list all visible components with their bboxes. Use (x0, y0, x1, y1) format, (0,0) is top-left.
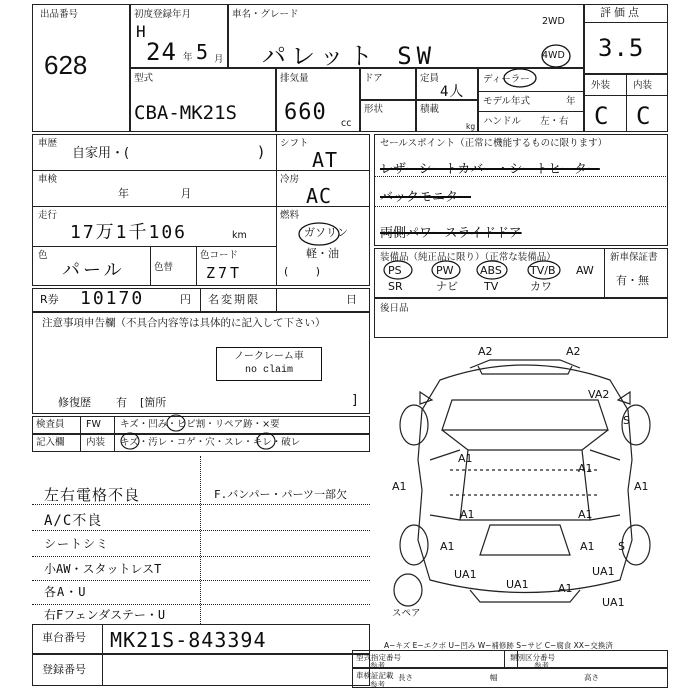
equip-tvb: TV/B (530, 264, 556, 277)
ac-value: AC (306, 184, 333, 208)
name-change-label: 名変期限 (208, 293, 260, 306)
handle-value: 左・右 (540, 116, 569, 127)
format-ref: 参考 (370, 661, 385, 670)
equip-navi: ナビ (436, 280, 458, 293)
class-ref: 参考 (534, 661, 549, 670)
history-label: 車歴 (38, 138, 58, 149)
recycle-label: R券 (40, 293, 59, 306)
size-width: 幅 (490, 673, 498, 682)
chassis-number: MK21S-843394 (110, 628, 267, 652)
equip-abs: ABS (480, 264, 502, 277)
equipment-label: 装備品（純正品に限り）（正常な装備品） (380, 252, 556, 263)
aftermarket-label: 後日品 (380, 303, 409, 314)
note-3: A/C不良 (44, 513, 103, 529)
inspector-circles (110, 414, 370, 454)
note-4: シートシミ (44, 537, 110, 551)
mark-a1-center-left: A1 (460, 508, 475, 521)
warranty-label: 新車保証書 (610, 252, 658, 263)
fw-label: FW (86, 419, 101, 430)
note-5: 小AW・スタットレスT (44, 562, 162, 576)
auction-sheet: 出品番号 628 初度登録年月 H 24 年 5 月 車名・グレード パレット SW 2WD 4WD 評価点 3.5 型式 CBA-MK21S 排気量 660 cc ドア 形状 定員 4人 積載 kg ディーラー モデル年式 年 ハンドル 左・右 外装 内装 C C 車歴 自家用・( ) 車検 年 月 走行 17万1千106 km 色 パール 色替 色コード Z7T シフト AT 冷房 AC 燃料 ガソリン 軽・油 ( ) セールスポイント（正常に機能するものに限ります） レザーシートカバー・シートヒーター バックモニター 両側パワースライドドア 装備品（純正品に限り）（正常な装備品） 新車保証書 有・無 PS PW ABS TV/B AW SR ナビ TV カワ R券 10170 円 名変期限 日 後日品 注意事項申告欄（不具合内容等は具体的に記入して下さい） ノークレーム車 no claim 修復歴 有 [箇所 ] 検査員 FW キズ・凹み・ヒビ割・リペア跡・×要 記入欄 内装 キズ・汚レ・コゲ・穴・スレ・キレ・破レ 左右電格不良 F.バンパー・パーツ一部欠 A/C不良 シートシミ 小AW・スタットレスT 各A・U 右Fフェンダステー・U A2 A2 VA2 S A1 A1 A1 A1 A1 A1 A1 A1 S UA1 UA1 UA1 A1 UA1 スペア A−キズ E−エクボ U−凹み W−補修跡 S−サビ C−腐食 XX−交換済 車台番号 MK21S-843394 登録番号 型式指定番号 参考 類別区分番号 参考 車検証記載 参考 長さ 幅 高さ (0, 0, 700, 700)
mark-a2-right: A2 (566, 345, 581, 358)
type-label: 型式 (134, 73, 154, 84)
shift-label: シフト (280, 138, 309, 149)
int-label: 内装 (86, 437, 106, 448)
mark-a1-center-right: A1 (578, 508, 593, 521)
mark-a1-right: A1 (634, 480, 649, 493)
no-claim-en: no claim (244, 365, 293, 376)
model-year-label: モデル年式 (483, 96, 531, 107)
first-reg-label: 初度登録年月 (134, 9, 192, 20)
note-2: F.バンパー・パーツ一部欠 (214, 488, 348, 501)
mark-s-rear: S (618, 540, 625, 553)
mark-a1-roof: A1 (578, 462, 593, 475)
interior-grade: C (636, 102, 652, 130)
capacity-label: 定員 (420, 73, 440, 84)
history-close: ) (258, 143, 264, 161)
load-label: 積載 (420, 104, 440, 115)
sales-points-label: セールスポイント（正常に機能するものに限ります） (380, 138, 608, 149)
chassis-label: 車台番号 (42, 631, 86, 644)
size-ref: 参考 (370, 680, 385, 689)
repair-place: [箇所 (140, 396, 167, 409)
color-label: 色 (38, 250, 48, 261)
fuel-gas: ガソリン (304, 226, 348, 239)
interior-label: 内装 (633, 80, 653, 91)
spare-label: スペア (392, 608, 421, 619)
type-code: CBA-MK21S (134, 102, 237, 124)
mark-a1-left: A1 (392, 480, 407, 493)
sales-point-2: バックモニター (380, 190, 472, 205)
warranty-value: 有・無 (616, 274, 649, 287)
color-value: パール (62, 260, 125, 281)
fuel-label: 燃料 (280, 210, 300, 221)
size-label: 車検証記載 (356, 671, 394, 680)
year-unit: 年 (183, 52, 193, 63)
fuel-light: 軽・油 (306, 247, 339, 260)
door-label: ドア (364, 73, 383, 84)
registration-label: 登録番号 (42, 663, 86, 676)
history-value: 自家用・( (72, 146, 130, 161)
fw-row-label: 検査員 (36, 419, 65, 430)
equip-tv: TV (484, 280, 499, 293)
equip-kawa: カワ (530, 280, 552, 293)
mileage-label: 走行 (38, 210, 58, 221)
mileage-value: 17万1千106 (70, 222, 188, 243)
name-change-day: 日 (346, 293, 357, 306)
shape-label: 形状 (364, 104, 384, 115)
cc-unit: cc (341, 118, 352, 129)
equip-aw: AW (576, 264, 594, 277)
month-unit: 月 (214, 54, 224, 65)
mark-a1-bottom: A1 (558, 582, 573, 595)
model-year-unit: 年 (566, 96, 576, 107)
mark-a1-hood: A1 (458, 452, 473, 465)
dealer-circle (502, 66, 542, 90)
first-reg-era: H (136, 22, 147, 41)
displacement-label: 排気量 (280, 73, 309, 84)
lot-number: 628 (44, 50, 88, 80)
mark-va2: VA2 (588, 388, 610, 401)
note-6: 各A・U (44, 585, 87, 599)
exterior-grade: C (594, 102, 610, 130)
size-length: 長さ (398, 673, 413, 682)
equip-sr: SR (388, 280, 403, 293)
mark-ua1-bumper: UA1 (602, 596, 625, 609)
mark-a2-left: A2 (478, 345, 493, 358)
color-change-label: 色替 (154, 262, 174, 273)
damage-legend: A−キズ E−エクボ U−凹み W−補修跡 S−サビ C−腐食 XX−交換済 (384, 641, 613, 650)
exterior-label: 外装 (591, 80, 611, 91)
capacity-value: 4人 (440, 84, 465, 100)
grade-value: 3.5 (598, 34, 645, 62)
size-height: 高さ (584, 673, 599, 682)
inspection-label: 車検 (38, 174, 58, 185)
no-claim-jp: ノークレーム車 (234, 351, 304, 362)
aftermarket-box (374, 298, 668, 338)
fw-items: キズ・凹み・ヒビ割・リペア跡・×要 (120, 419, 280, 430)
grade-label: 評価点 (600, 6, 642, 19)
dealer-label: ディーラー (483, 74, 530, 85)
handle-label: ハンドル (483, 116, 522, 127)
equip-pw: PW (436, 264, 454, 277)
fuel-paren: ( ) (284, 265, 321, 278)
shift-value: AT (312, 148, 339, 172)
notes-label: 注意事項申告欄（不具合内容等は具体的に記入して下さい） (42, 317, 326, 329)
format-label: 型式指定番号 (356, 653, 401, 662)
mark-ua1-right: UA1 (592, 565, 615, 578)
class-label: 類別区分番号 (510, 653, 555, 662)
kg-unit: kg (466, 122, 476, 131)
color-code-label: 色コード (200, 250, 239, 261)
model-label: 車名・グレード (232, 9, 299, 20)
mark-a1-rear-right: A1 (580, 540, 595, 553)
note-1: 左右電格不良 (44, 486, 141, 504)
sales-point-1: レザーシートカバー・シートヒーター (380, 162, 600, 177)
displacement-value: 660 (284, 100, 327, 125)
drive-4wd: 4WD (542, 50, 565, 61)
km-unit: km (232, 230, 247, 241)
equip-ps: PS (388, 264, 402, 277)
mark-s-front: S (623, 414, 630, 427)
first-reg-year: 24 (146, 38, 177, 66)
color-code-value: Z7T (206, 264, 243, 282)
mark-a1-rear-left: A1 (440, 540, 455, 553)
fuel-circle (296, 220, 342, 250)
repair-value: 有 (116, 396, 127, 409)
mark-ua1-left: UA1 (454, 568, 477, 581)
model-name: パレット SW (262, 42, 437, 70)
no-claim-stamp (216, 347, 322, 381)
int-row-label: 記入欄 (36, 437, 65, 448)
int-items: キズ・汚レ・コゲ・穴・スレ・キレ・破レ (120, 437, 301, 448)
ac-label: 冷房 (280, 174, 300, 185)
repair-label: 修復歴 (58, 396, 91, 409)
recycle-yen: 円 (180, 293, 191, 306)
equipment-circles (378, 258, 608, 288)
note-7: 右Fフェンダステー・U (44, 608, 166, 622)
recycle-value: 10170 (80, 288, 145, 309)
drive-2wd: 2WD (542, 16, 565, 27)
sales-point-3: 両側パワースライドドア (380, 226, 522, 241)
lot-label: 出品番号 (40, 9, 79, 20)
inspection-value: 年 月 (118, 187, 192, 200)
first-reg-month: 5 (196, 40, 210, 64)
mark-ua1-back: UA1 (506, 578, 529, 591)
